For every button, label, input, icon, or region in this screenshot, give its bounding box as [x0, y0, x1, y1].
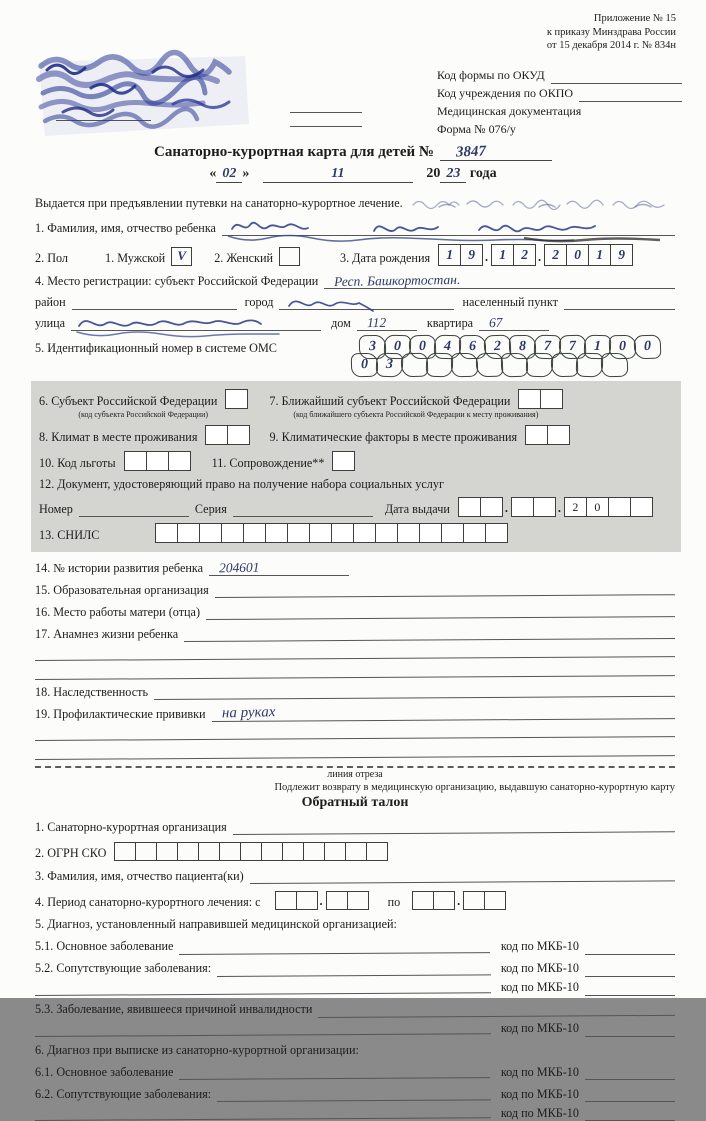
card-number-line: [440, 144, 552, 161]
stamp-overlay-smudge: [409, 195, 669, 211]
climate-label: 8. Климат в месте проживания: [39, 429, 198, 444]
subject-code-sublabel: (код субъекта Российской Федерации): [78, 410, 209, 419]
edu-org-line: [215, 579, 675, 598]
subject-code-box: [225, 389, 247, 409]
discharge-concomitant-line-2: [35, 1102, 491, 1121]
city-label: город: [244, 294, 274, 309]
district-label: район: [35, 294, 66, 309]
blank-line: [290, 126, 362, 127]
history-number-handwritten: 204601: [218, 560, 260, 576]
climate-boxes: [205, 425, 249, 445]
flat-handwritten: 67: [488, 315, 503, 331]
city-handwriting-scribble: [281, 294, 381, 314]
blank-rule-line: [35, 740, 675, 760]
fio-handwriting-scribble: [224, 215, 664, 242]
street-handwriting-scribble: [73, 313, 288, 336]
mkb-code-line: [585, 1064, 675, 1080]
year-handwritten: 23: [440, 166, 466, 183]
ogrn-label: 2. ОГРН СКО: [35, 846, 107, 860]
male-label: 1. Мужской: [105, 250, 166, 265]
subject-handwritten: Респ. Башкортостан.: [334, 272, 461, 290]
anamnesis-label: 17. Анамнез жизни ребенка: [35, 627, 179, 641]
oms-label: 5. Идентификационный номер в системе ОМС: [35, 341, 277, 355]
mkb-code-line: [585, 1105, 675, 1121]
fio-label: 1. Фамилия, имя, отчество ребенка: [35, 220, 216, 235]
mkb-label: код по МКБ-10: [500, 1021, 579, 1036]
mkb-code-line: [585, 961, 675, 977]
mkb-code-line: [585, 1086, 675, 1102]
district-line: [72, 294, 237, 310]
accompaniment-label: 11. Сопровождение**: [211, 455, 325, 470]
nearest-subject-sublabel: (код ближайшего субъекта Российской Федерации к месту проживания): [293, 410, 539, 419]
discharge-diagnosis-label: 6. Диагноз при выписке из санаторно-курортной организации:: [35, 1042, 359, 1057]
appendix-line: к приказу Минздрава России: [546, 26, 676, 38]
vaccinations-handwritten: на руках: [221, 704, 276, 722]
blank-rule-line: [35, 721, 675, 741]
subject-code-label: 6. Субъект Российской Федерации: [39, 393, 218, 408]
discharge-concomitant-line: [217, 1084, 491, 1102]
mkb-label: код по МКБ-10: [500, 980, 579, 995]
blank-line: [290, 112, 362, 113]
oms-row-2: 0 3: [353, 353, 661, 377]
parents-work-line: [206, 601, 675, 620]
period-from-boxes: .: [275, 891, 368, 910]
fio-line: [222, 220, 675, 236]
parents-work-label: 16. Место работы матери (отца): [35, 605, 201, 619]
patient-fio-label: 3. Фамилия, имя, отчество пациента(ки): [35, 869, 244, 883]
issue-date-boxes: . . 2 0: [458, 497, 652, 517]
period-to-boxes: .: [412, 891, 505, 910]
appendix-note: [547, 12, 676, 53]
return-coupon-title: Обратный талон: [301, 795, 409, 811]
year-word: года: [469, 166, 497, 181]
climate-factors-boxes: [525, 425, 569, 445]
appendix-line: от 15 декабря 2014 г. № 834н: [546, 40, 676, 52]
cut-line-label: линия отреза: [327, 769, 383, 781]
main-disease-label: 5.1. Основное заболевание: [35, 939, 174, 954]
oms-row-1: 3 0 0 4 6 2 8 7 7 1 0 0: [361, 335, 661, 359]
mkb-label: код по МКБ-10: [500, 1064, 579, 1079]
cut-line: [35, 766, 675, 768]
house-line: [357, 315, 417, 331]
vaccinations-line: [211, 703, 675, 722]
intro-text: Выдается при предъявлении путевки на санаторно-курортное лечение.: [35, 195, 403, 210]
form-body: [35, 195, 675, 1121]
concomitant-line-2: [35, 977, 491, 996]
mkb-label: код по МКБ-10: [500, 1105, 579, 1120]
snils-label: 13. СНИЛС: [39, 528, 100, 542]
house-handwritten: 112: [366, 314, 387, 331]
heredity-line: [154, 681, 675, 700]
history-number-label: 14. № истории развития ребенка: [35, 561, 204, 575]
field7-group: [269, 389, 562, 420]
card-number-handwritten: 3847: [455, 143, 487, 161]
female-label: 2. Женский: [214, 250, 273, 265]
mkb-label: код по МКБ-10: [500, 939, 579, 954]
sko-org-label: 1. Санаторно-курортная организация: [35, 820, 227, 834]
treatment-period-label: 4. Период санаторно-курортного лечения: с: [35, 895, 261, 909]
field6-group: [39, 389, 247, 420]
institution-stamp: [33, 52, 255, 145]
sko-org-line: [233, 817, 675, 836]
okud-label: Код формы по ОКУД: [437, 68, 545, 82]
disability-line-2: [35, 1018, 491, 1037]
okpo-label: Код учреждения по ОКПО: [437, 86, 574, 100]
diagnosis-referral-label: 5. Диагноз, установленный направившей медицинской организацией:: [35, 917, 397, 932]
main-disease-line: [179, 937, 490, 955]
mkb-code-line: [585, 1021, 675, 1037]
accompaniment-box: [332, 451, 354, 471]
document-social-label: 12. Документ, удостоверяющий право на получение набора социальных услуг: [39, 477, 444, 491]
history-number-line: [209, 560, 349, 576]
period-to-label: по: [387, 895, 401, 909]
subject-line: [324, 273, 675, 289]
flat-line: [479, 315, 549, 331]
year-prefix: 20: [426, 166, 441, 181]
title-block: [0, 144, 706, 183]
discharge-concomitant-label: 6.2. Сопутствующие заболевания:: [35, 1086, 212, 1101]
nearest-subject-label: 7. Ближайший субъект Российской Федерации: [269, 393, 511, 408]
settlement-line: [564, 294, 675, 310]
dob-label: 3. Дата рождения: [339, 250, 431, 265]
ogrn-boxes: [114, 842, 387, 861]
vaccinations-label: 19. Профилактические прививки: [35, 707, 206, 721]
benefit-code-boxes: [124, 451, 190, 471]
dob-boxes: 1 9 . 1 2 . 2 0 1 9: [438, 244, 632, 266]
climate-factors-label: 9. Климатические факторы в месте проживания: [269, 429, 518, 444]
heredity-label: 18. Наследственность: [35, 685, 148, 699]
flat-label: квартира: [426, 315, 474, 330]
doc-series-line: [233, 501, 373, 517]
month-handwritten: 11: [263, 166, 413, 183]
form-number-label: Форма № 076/у: [437, 122, 516, 136]
doc-number-label: Номер: [39, 502, 73, 516]
street-label: улица: [35, 315, 66, 330]
grey-section: [31, 381, 681, 552]
mkb-code-line: [585, 939, 675, 955]
blank-rule-line: [35, 641, 675, 661]
city-line: [279, 294, 454, 310]
form-title: Санаторно-курортная карта для детей №: [154, 144, 434, 160]
okud-blank-line: [551, 70, 682, 84]
benefit-code-label: 10. Код льготы: [39, 455, 116, 470]
day-handwritten: 02: [216, 166, 242, 183]
doc-series-label: Серия: [194, 502, 227, 516]
date-line: [0, 166, 706, 183]
oms-number-grid: [361, 335, 661, 377]
disability-disease-label: 5.3. Заболевание, явившееся причиной инвалидности: [35, 1002, 313, 1017]
mkb-code-line: [585, 980, 675, 996]
quote-open: «: [209, 166, 217, 181]
sex-label: 2. Пол: [35, 250, 69, 265]
snils-boxes: [155, 523, 507, 543]
male-checkbox: [171, 247, 192, 266]
med-doc-label: Медицинская документация: [437, 104, 582, 118]
house-label: дом: [331, 315, 351, 330]
blank-rule-line: [35, 660, 675, 680]
doc-number-line: [79, 501, 189, 517]
concomitant-diseases-label: 5.2. Сопутствующие заболевания:: [35, 961, 212, 976]
female-checkbox: [279, 247, 300, 266]
registration-label: 4. Место регистрации: субъект Российской Федерации: [35, 273, 319, 288]
street-line: [71, 315, 321, 331]
male-checkmark: V: [177, 248, 187, 264]
okpo-blank-line: [579, 88, 682, 102]
patient-fio-line: [250, 866, 675, 885]
settlement-label: населенный пункт: [462, 294, 558, 309]
disability-line: [318, 999, 675, 1017]
appendix-line: Приложение № 15: [593, 13, 676, 24]
mkb-label: код по МКБ-10: [500, 1086, 579, 1101]
quote-close: »: [242, 166, 250, 181]
form-codes-block: [437, 66, 682, 138]
concomitant-line: [217, 959, 491, 977]
return-note: Подлежит возврату в медицинскую организацию, выдавшую санаторно-курортную карту: [274, 782, 675, 794]
issue-date-label: Дата выдачи: [384, 502, 450, 516]
edu-org-label: 15. Образовательная организация: [35, 583, 209, 597]
nearest-subject-boxes: [518, 389, 562, 409]
mkb-label: код по МКБ-10: [500, 961, 579, 976]
discharge-main-line: [179, 1062, 490, 1080]
anamnesis-line: [184, 623, 675, 642]
discharge-main-label: 6.1. Основное заболевание: [35, 1064, 174, 1079]
